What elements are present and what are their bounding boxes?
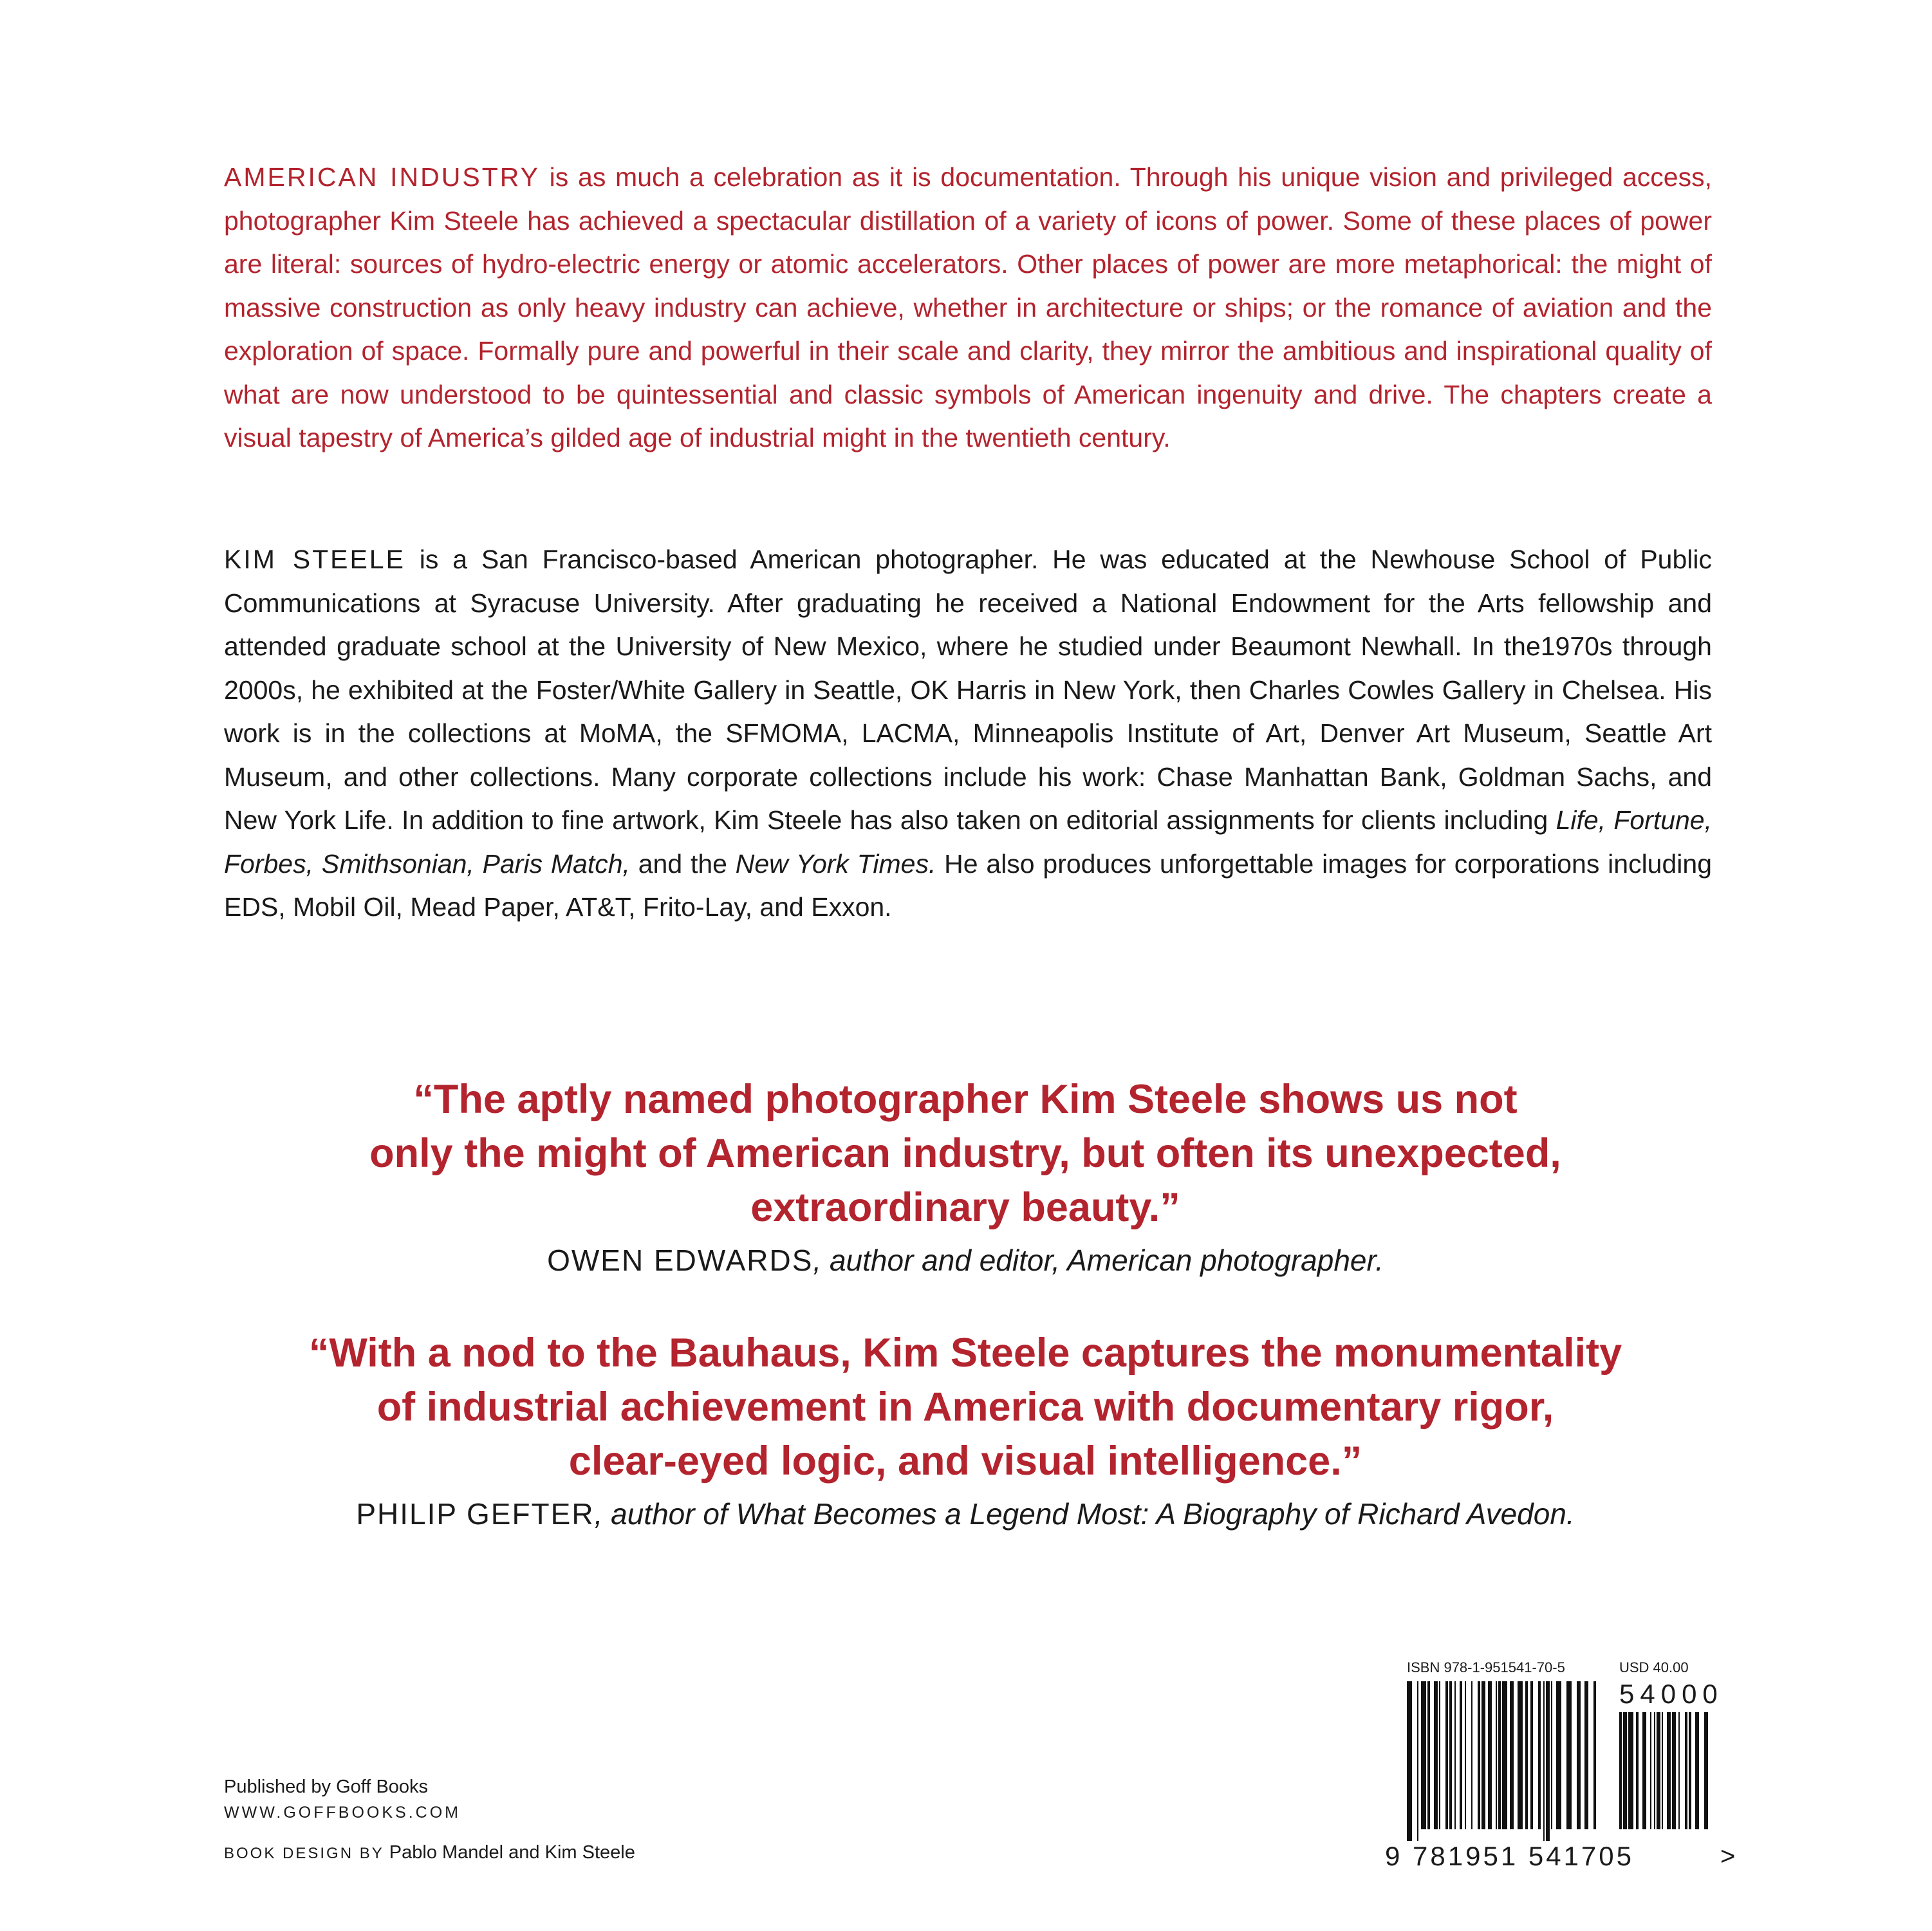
barcode-bar <box>1678 1712 1680 1829</box>
bio-paragraph <box>224 538 1712 929</box>
quote-1-author: OWEN EDWARDS <box>547 1244 813 1277</box>
publisher-info <box>224 1774 461 1825</box>
barcode-bar <box>1510 1681 1514 1829</box>
addon-barcode <box>1619 1712 1714 1841</box>
bio-publications: Life, Fortune, Forbes, Smithsonian, Paris Match, <box>224 805 1713 879</box>
barcode-bar <box>1685 1712 1687 1829</box>
quote-2-role: , author of What Becomes a Legend Most: A Biography of Richard Avedon. <box>594 1497 1575 1531</box>
barcode-bar <box>1623 1712 1627 1829</box>
design-label: BOOK DESIGN BY <box>224 1845 384 1862</box>
barcode-bar <box>1498 1681 1501 1829</box>
barcode-bar <box>1449 1681 1452 1829</box>
barcode-bar <box>1662 1712 1663 1829</box>
barcode-bar <box>1530 1681 1533 1829</box>
quote-2-line-2: of industrial achievement in America with documentary rigor, <box>376 1385 1554 1430</box>
design-credit <box>224 1842 635 1863</box>
intro-paragraph <box>224 156 1712 460</box>
intro-lead: AMERICAN INDUSTRY <box>224 162 540 192</box>
barcode-bar <box>1434 1681 1438 1829</box>
barcode-bar <box>1642 1712 1646 1829</box>
barcode-bar <box>1427 1681 1430 1829</box>
barcode-bar <box>1502 1681 1507 1829</box>
barcode-bar <box>1417 1681 1418 1841</box>
barcode-bar <box>1551 1681 1552 1829</box>
barcode-bar <box>1421 1681 1426 1829</box>
bio-text-1: is a San Francisco-based American photographer. He was educated at the Newhouse School of Public Communications at Syracuse University. After graduating he received a National Endowment for the Arts fellowship and attended graduate school at the University of New Mexico, where he studied under Beaumont Newhall. In the1970s through 2000s, he exhibited at the Foster/White Gallery in Seattle, OK Harris in New York, then Charles Cowles Gallery in Chelsea. His work is in the collections at MoMA, the SFMOMA, LACMA, Minneapolis Institute of Art, Denver Art Museum, Seattle Art Museum, and other collections. Many corporate collections include his work: Chase Manhattan Bank, Goldman Sachs, and New York Life. In addition to fine artwork, Kim Steele has also taken on editorial assignments for clients including <box>224 545 1713 835</box>
barcode-bar <box>1566 1681 1572 1829</box>
bio-text-2: and the <box>629 848 736 879</box>
quote-block-1 <box>161 1072 1770 1280</box>
quote-1-line-3: extraordinary beauty.” <box>750 1185 1180 1230</box>
ean-arrow: > <box>1720 1842 1736 1870</box>
barcode-bar <box>1407 1681 1412 1841</box>
barcode-bar <box>1439 1681 1440 1829</box>
barcode-bar <box>1488 1681 1492 1829</box>
intro-text: is as much a celebration as it is documentation. Through his unique vision and privileged access, photographer Kim Steele has achieved a spectacular distillation of a variety of icons of power. Some of these places of power are literal: sources of hydro-electric energy or atomic accelerators. Other places of power are more metaphorical: the might of massive construction as only heavy industry can achieve, whether in architecture or ships; or the romance of aviation and the exploration of space. Formally pure and powerful in their scale and clarity, they mirror the ambitious and inspirational quality of what are now understood to be quintessential and classic symbols of American ingenuity and drive. The chapters create a visual tapestry of America’s gilded age of industrial might in the twentieth century. <box>224 162 1712 452</box>
publisher-line: Published by Goff Books <box>224 1777 429 1797</box>
barcode-bar <box>1482 1681 1485 1829</box>
bio-nyt: New York Times. <box>735 848 936 879</box>
barcode-bar <box>1445 1681 1448 1829</box>
isbn-label: ISBN 978-1-951541-70-5 <box>1407 1659 1565 1675</box>
barcode-bar <box>1478 1681 1480 1829</box>
bio-text-3: He also produces unforgettable images for corporations including EDS, Mobil Oil, Mead Paper, AT&T, Frito-Lay, and Exxon. <box>224 848 1712 922</box>
barcode-bar <box>1593 1681 1596 1829</box>
barcode-bar <box>1471 1681 1472 1829</box>
publisher-url: WWW.GOFFBOOKS.COM <box>224 1804 461 1822</box>
barcode-bar <box>1672 1712 1676 1829</box>
quote-1-role: , author and editor, American photographer. <box>813 1244 1384 1277</box>
design-names: Pablo Mandel and Kim Steele <box>384 1842 635 1863</box>
barcode-bar <box>1546 1681 1550 1841</box>
barcode-bar <box>1650 1712 1651 1829</box>
barcode-bar <box>1636 1712 1639 1829</box>
barcode-bar <box>1628 1712 1633 1829</box>
barcode-bar <box>1556 1681 1561 1829</box>
barcode-bar <box>1667 1712 1671 1829</box>
quote-2-line-1: “With a nod to the Bauhaus, Kim Steele captures the monumentality <box>308 1330 1622 1376</box>
barcode-bar <box>1577 1681 1581 1829</box>
quote-2-line-3: clear-eyed logic, and visual intelligence.” <box>568 1439 1362 1484</box>
quote-1-line-2: only the might of American industry, but often its unexpected, <box>369 1131 1561 1176</box>
quote-block-2 <box>161 1326 1770 1533</box>
barcode-bar <box>1460 1681 1462 1829</box>
quote-2 <box>161 1326 1770 1488</box>
barcode-bar <box>1695 1712 1699 1829</box>
barcode-bar <box>1619 1712 1622 1829</box>
barcode-bar <box>1525 1681 1528 1829</box>
barcode-bar <box>1538 1681 1541 1829</box>
barcode-bar <box>1543 1681 1545 1841</box>
barcode-bar <box>1584 1681 1588 1829</box>
barcode-bar <box>1496 1681 1497 1829</box>
barcode-bar <box>1454 1681 1456 1829</box>
barcode-bar <box>1657 1712 1660 1829</box>
barcode-bar <box>1704 1712 1708 1829</box>
ean-barcode <box>1407 1681 1597 1841</box>
quote-2-attribution <box>161 1495 1770 1533</box>
addon-digits: 54000 <box>1619 1679 1723 1709</box>
bio-lead: KIM STEELE <box>224 545 405 574</box>
quote-1 <box>161 1072 1770 1235</box>
ean-digits: 9 781951 541705 <box>1385 1841 1634 1871</box>
quote-2-author: PHILIP GEFTER <box>356 1497 595 1531</box>
price-label: USD 40.00 <box>1619 1659 1689 1675</box>
quote-1-line-1: “The aptly named photographer Kim Steele shows us not <box>413 1077 1518 1122</box>
quote-1-attribution <box>161 1241 1770 1280</box>
barcode-bar <box>1518 1681 1523 1829</box>
barcode-bar <box>1689 1712 1691 1829</box>
barcode-bar <box>1654 1712 1655 1829</box>
barcode-bar <box>1465 1681 1466 1829</box>
